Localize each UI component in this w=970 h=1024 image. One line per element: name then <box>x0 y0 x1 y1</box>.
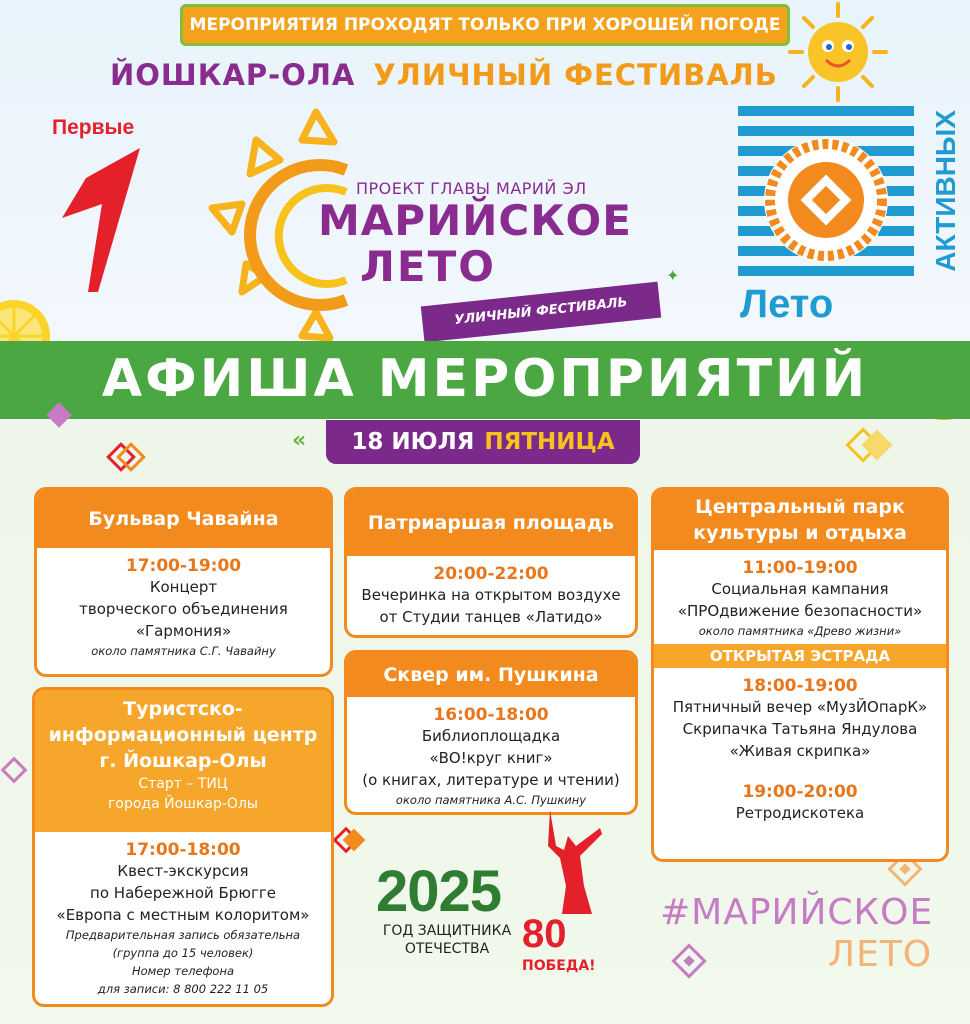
first-channel-logo-icon <box>56 146 146 292</box>
event-desc: (о книгах, литературе и чтении) <box>362 771 620 789</box>
street-festival-ribbon: УЛИЧНЫЙ ФЕСТИВАЛЬ <box>421 282 661 343</box>
venue-name-line: культуры и отдыха <box>693 522 907 544</box>
venue-name: Патриаршая площадь <box>347 490 635 556</box>
event-note: (группа до 15 человек) <box>112 946 254 960</box>
festival-heading <box>110 58 790 92</box>
venue-name: Сквер им. Пушкина <box>347 653 635 697</box>
event-desc: «ПРОдвижение безопасности» <box>677 602 923 620</box>
event-desc: по Набережной Брюгге <box>90 884 276 902</box>
event-time: 17:00-18:00 <box>125 840 241 860</box>
venue-name <box>654 490 946 550</box>
sparkle-icon: ✦ <box>666 266 680 285</box>
year-caption-line: ГОД ЗАЩИТНИКА <box>382 923 512 939</box>
event-desc: Скрипачка Татьяна Яндулова <box>682 720 918 738</box>
event-desc: Концерт <box>149 578 218 596</box>
event-desc: Библиоплощадка <box>421 727 561 745</box>
event-desc: от Студии танцев «Латидо» <box>379 608 603 626</box>
hashtag-line-2: ЛЕТО <box>828 934 933 975</box>
event-desc: Вечеринка на открытом воздухе <box>361 586 621 604</box>
event-note: Предварительная запись обязательна <box>65 928 301 942</box>
brand-line-2: ЛЕТО <box>360 242 496 291</box>
victory-80-logo: 80 <box>522 912 567 956</box>
event-desc: «ВО!круг книг» <box>429 749 553 767</box>
diamond-decor-icon <box>40 396 80 436</box>
event-desc: Квест-экскурсия <box>117 862 249 880</box>
aktivnyh-word: АКТИВНЫХ <box>930 110 961 272</box>
leto-word: Лето <box>740 282 834 326</box>
event-note: Номер телефона <box>131 964 235 978</box>
event-time: 16:00-18:00 <box>433 705 549 725</box>
event-note: около памятника С.Г. Чавайну <box>91 644 276 658</box>
stage-subheading: ОТКРЫТАЯ ЭСТРАДА <box>654 644 946 668</box>
event-note: около памятника А.С. Пушкину <box>395 793 587 807</box>
event-desc: Социальная кампания <box>711 580 889 598</box>
diamond-decor-icon <box>104 440 148 476</box>
page-title: АФИША МЕРОПРИЯТИЙ <box>101 349 869 409</box>
phone-number: для записи: 8 800 222 11 05 <box>97 982 269 996</box>
event-time: 19:00-20:00 <box>742 782 858 802</box>
year-logo: 2025 <box>376 859 502 924</box>
diamond-decor-icon <box>840 424 900 468</box>
event-desc: Ретродискотека <box>735 804 865 822</box>
event-desc: творческого объединения <box>79 600 288 618</box>
event-time: 17:00-19:00 <box>125 556 242 576</box>
venue-name-line: г. Йошкар-Олы <box>99 750 267 772</box>
venue-card-tic <box>32 687 334 1007</box>
venue-name-line: информационный центр <box>48 724 318 746</box>
year-caption <box>372 922 522 958</box>
project-caption: ПРОЕКТ ГЛАВЫ МАРИЙ ЭЛ <box>356 179 587 198</box>
venue-name <box>35 690 331 832</box>
venue-card-patr <box>344 487 638 638</box>
venue-name: Бульвар Чавайна <box>37 490 330 548</box>
arrows-left-icon: « <box>292 428 307 453</box>
diamond-decor-icon <box>0 756 30 786</box>
event-desc: Пятничный вечер «МузЙОпарК» <box>672 698 928 716</box>
smiling-sun-icon <box>786 0 890 104</box>
venue-card-bulvar <box>34 487 333 677</box>
festival-name: УЛИЧНЫЙ ФЕСТИВАЛЬ <box>373 58 778 92</box>
date-day-month: 18 ИЮЛЯ <box>351 429 475 455</box>
diamond-decor-icon <box>330 824 370 858</box>
venue-card-pushkin <box>344 650 638 815</box>
start-point: города Йошкар-Олы <box>108 796 258 812</box>
hashtag-line-1: #МАРИЙСКОЕ <box>660 892 934 933</box>
weather-notice-banner: МЕРОПРИЯТИЯ ПРОХОДЯТ ТОЛЬКО ПРИ ХОРОШЕЙ ПОГОДЕ <box>180 4 790 46</box>
first-channel-logo-text: Первые <box>52 116 135 139</box>
event-desc: «Гармония» <box>135 622 232 640</box>
year-caption-line: ОТЕЧЕСТВА <box>404 941 490 957</box>
victory-word: ПОБЕДА! <box>522 958 596 974</box>
event-note: около памятника «Древо жизни» <box>698 624 902 638</box>
event-desc: «Европа с местным колоритом» <box>56 906 310 924</box>
event-time: 20:00-22:00 <box>433 564 549 584</box>
city-name: ЙОШКАР-ОЛА <box>110 58 356 92</box>
brand-line-1: МАРИЙСКОЕ <box>318 196 632 245</box>
event-time: 11:00-19:00 <box>742 558 858 578</box>
event-time: 18:00-19:00 <box>742 676 858 696</box>
date-badge <box>326 420 640 464</box>
motherland-statue-icon <box>540 806 610 916</box>
date-weekday: ПЯТНИЦА <box>484 429 615 455</box>
start-point: Старт – ТИЦ <box>138 776 228 792</box>
mari-ornament-icon <box>670 942 710 982</box>
venue-name-line: Туристско- <box>123 698 243 720</box>
event-desc: «Живая скрипка» <box>729 742 871 760</box>
venue-card-park <box>651 487 949 862</box>
venue-name-line: Центральный парк <box>695 496 905 518</box>
